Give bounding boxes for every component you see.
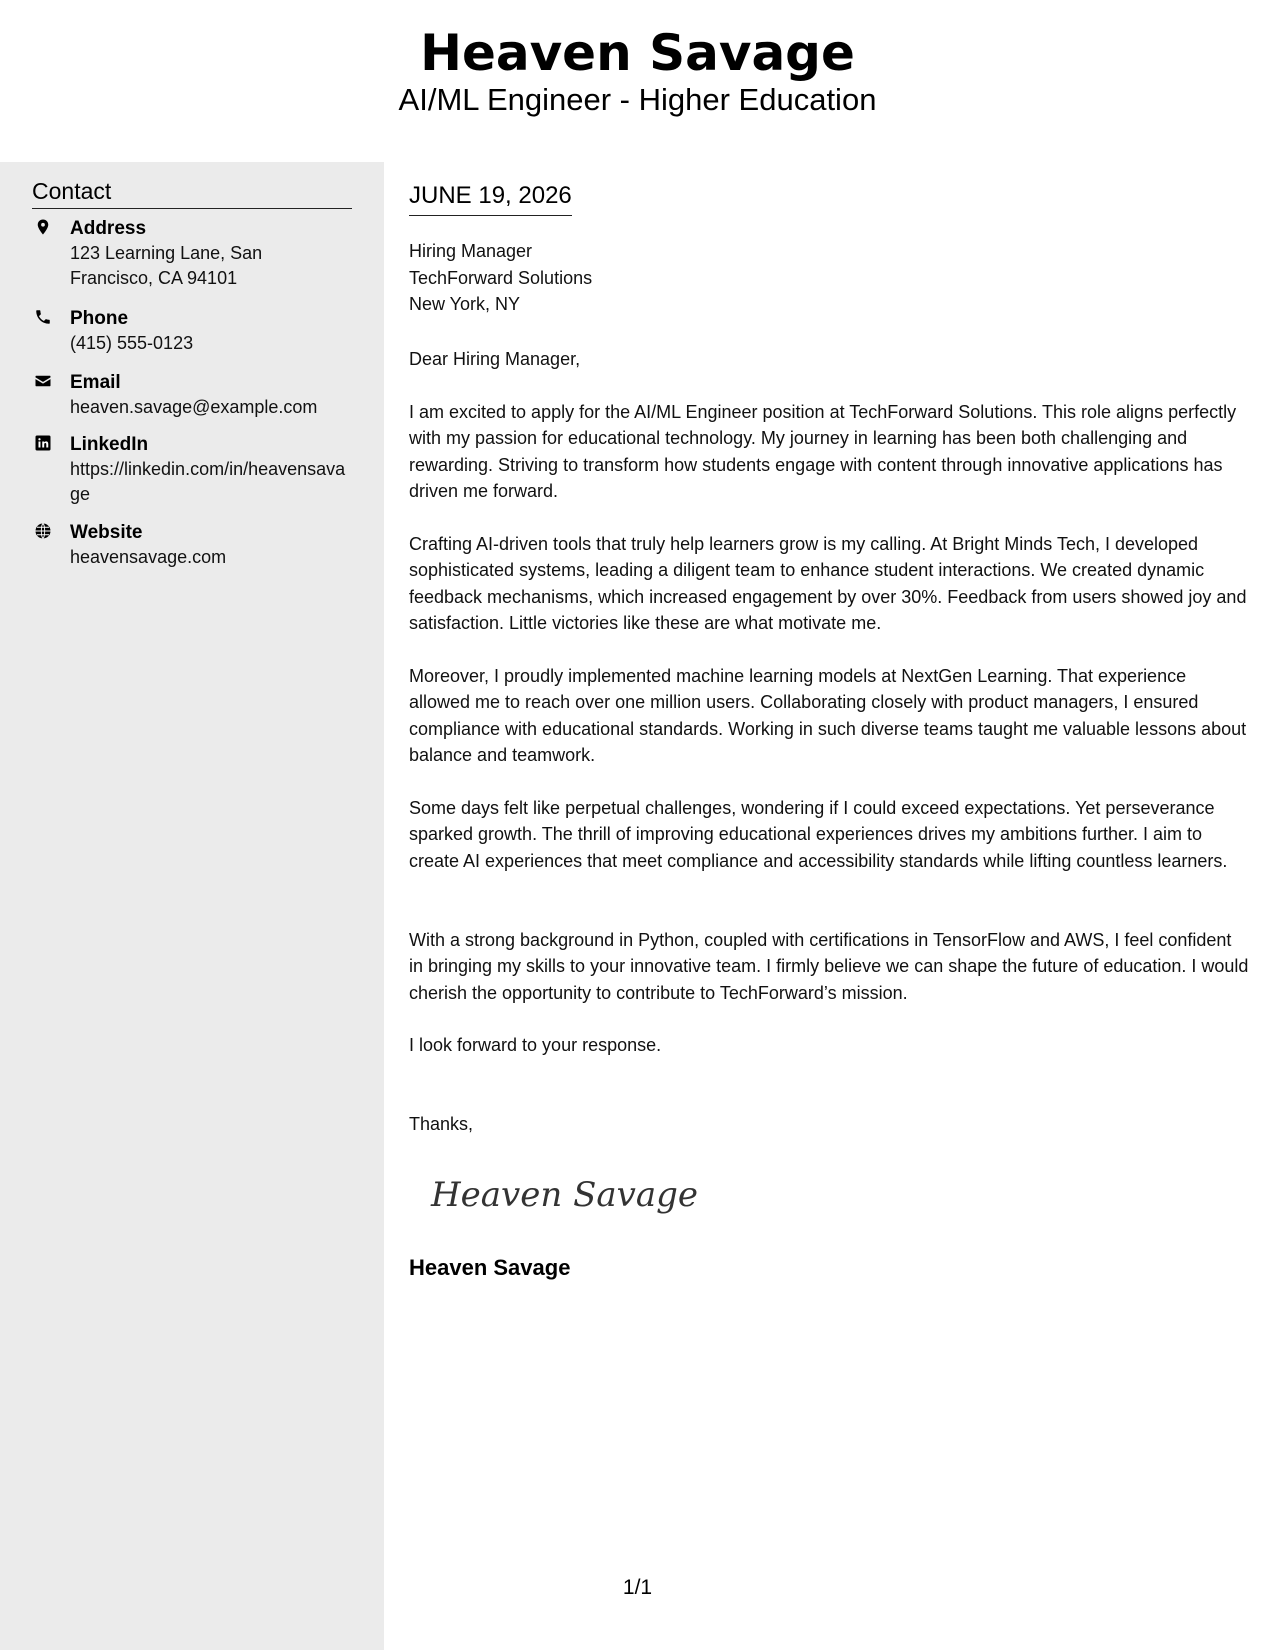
contact-value[interactable]: heavensavage.com — [70, 547, 227, 567]
recipient-title: Hiring Manager — [409, 241, 533, 261]
recipient-company: TechForward Solutions — [409, 267, 593, 288]
contact-address — [32, 216, 354, 296]
letter-date: JUNE 19, 2026 — [409, 180, 572, 216]
contact-label: LinkedIn — [70, 434, 149, 455]
applicant-name: Heaven Savage — [420, 24, 855, 82]
closing: Thanks, — [409, 1114, 474, 1134]
contact-label: Email — [70, 372, 121, 393]
contact-sidebar — [0, 162, 384, 1650]
letter-paragraph: Crafting AI-driven tools that truly help learners grow is my calling. At Bright Minds Tech, I developed sophisticated systems, leading a diligent team to enhance student interactions. We created dynamic feedback mechanisms, which increased engagement by over 30%. Feedback from users showed joy and satisfaction. Little victories like these are what motivate me. — [409, 534, 1247, 634]
contact-label: Website — [70, 522, 143, 543]
letter-header — [0, 0, 1275, 162]
contact-heading: Contact — [32, 176, 352, 209]
contact-value[interactable]: https://linkedin.com/in/heavensavage — [70, 459, 346, 504]
letter-paragraph: Moreover, I proudly implemented machine learning models at NextGen Learning. That experience allowed me to reach over one million users. Collaborating closely with product managers, I ensured compliance with educational standards. Working in such diverse teams taught me valuable lessons about balance and teamwork. — [409, 666, 1247, 766]
applicant-role: AI/ML Engineer - Higher Education — [398, 82, 877, 117]
contact-value[interactable]: heaven.savage@example.com — [70, 397, 318, 417]
letter-paragraph: With a strong background in Python, coupled with certifications in TensorFlow and AWS, I feel confident in bringing my skills to your innovative team. I firmly believe we can shape the future of education. I would cherish the opportunity to contribute to TechForward’s mission. — [409, 930, 1249, 1003]
contact-linkedin — [32, 432, 354, 510]
letter-paragraph: I am excited to apply for the AI/ML Engineer position at TechForward Solutions. This role aligns perfectly with my passion for educational technology. My journey in learning has been both challenging and rewarding. Striving to transform how students engage with content through innovative applications has driven me forward. — [409, 402, 1237, 502]
contact-value: 123 Learning Lane, San Francisco, CA 94101 — [70, 243, 263, 288]
envelope-icon — [32, 372, 54, 394]
signer-name: Heaven Savage — [409, 1255, 571, 1280]
phone-icon — [32, 308, 54, 330]
letter-paragraph: Some days felt like perpetual challenges, wondering if I could exceed expectations. Yet perseverance sparked growth. The thrill of improving educational experiences drives my ambitions further. I aim to create AI experiences that meet compliance and accessibility standards while lifting countless learners. — [409, 798, 1228, 871]
contact-value: (415) 555-0123 — [70, 333, 194, 353]
recipient-block — [409, 238, 592, 318]
contact-email — [32, 370, 354, 422]
page-number: 1/1 — [622, 1576, 653, 1599]
contact-website — [32, 520, 354, 572]
globe-icon — [32, 522, 54, 544]
handwritten-signature — [427, 1162, 699, 1224]
contact-phone — [32, 306, 354, 358]
recipient-location: New York, NY — [409, 294, 521, 314]
signature-text: Heaven Savage — [431, 1175, 699, 1215]
map-pin-icon — [32, 218, 54, 240]
linkedin-icon — [32, 434, 54, 456]
contact-label: Phone — [70, 308, 129, 329]
letter-paragraph: I look forward to your response. — [409, 1035, 662, 1055]
salutation: Dear Hiring Manager, — [409, 349, 581, 369]
contact-label: Address — [70, 218, 147, 239]
